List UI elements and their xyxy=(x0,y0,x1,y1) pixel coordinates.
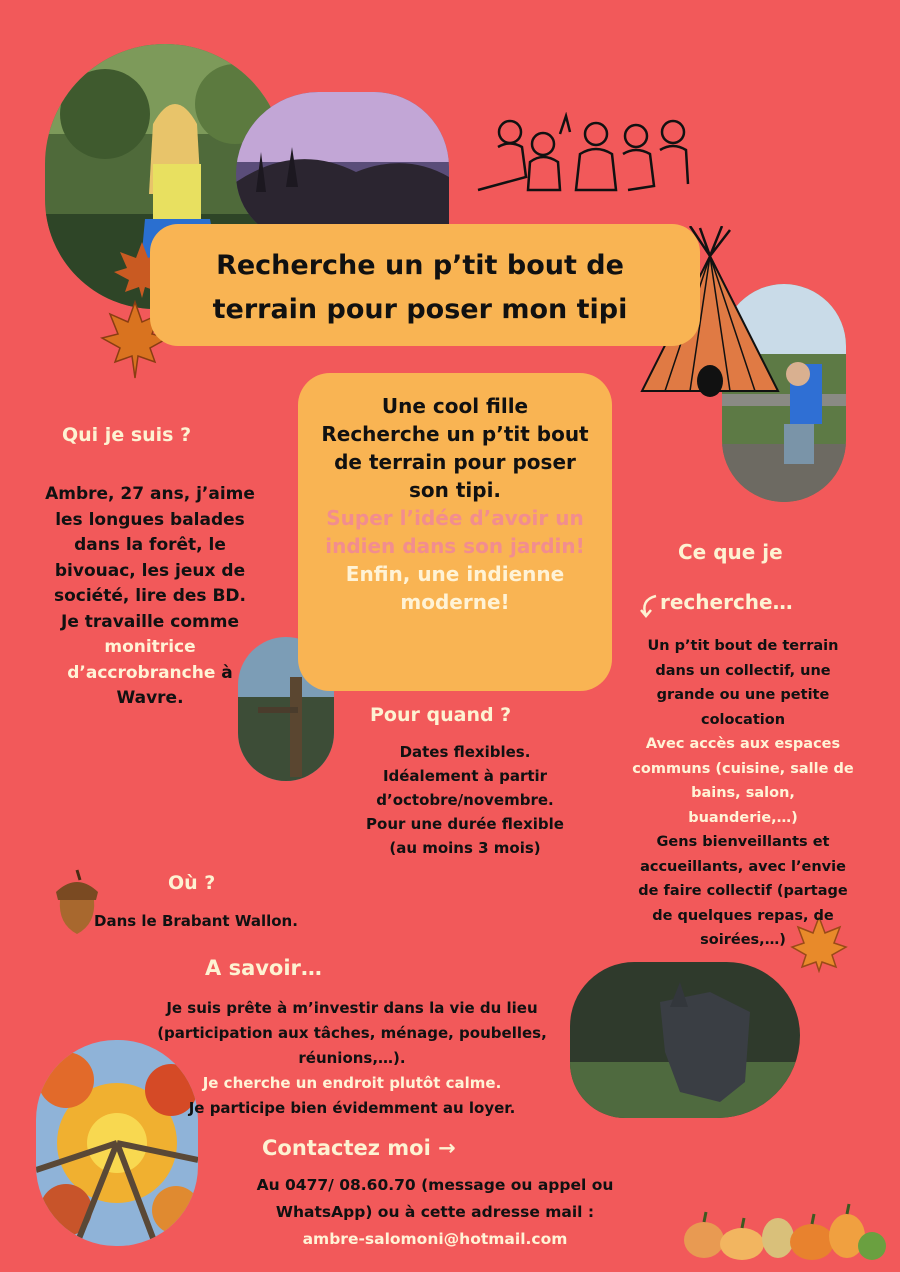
contact-heading: Contactez moi → xyxy=(262,1136,456,1160)
seeking-line: Gens bienveillants et xyxy=(656,834,830,850)
who-line: Je travaille comme xyxy=(61,611,239,632)
know-text xyxy=(132,996,572,1121)
know-heading: A savoir… xyxy=(205,956,322,980)
seeking-line: bains, salon, xyxy=(691,785,795,801)
who-line: dans la forêt, le xyxy=(74,535,226,555)
title-line-2: terrain pour poser mon tipi xyxy=(212,294,628,325)
center-line-1: Une cool fille xyxy=(381,394,529,418)
friends-doodle-icon xyxy=(468,112,698,194)
seeking-line: Avec accès aux espaces xyxy=(645,736,841,752)
where-heading: Où ? xyxy=(168,872,216,894)
seeking-line: grande ou une petite xyxy=(656,687,830,703)
where-text: Dans le Brabant Wallon. xyxy=(94,912,298,930)
who-line: Wavre. xyxy=(116,688,184,708)
who-line: société, lire des BD. xyxy=(53,586,246,606)
who-heading: Qui je suis ? xyxy=(62,424,192,446)
when-line: Pour une durée flexible xyxy=(366,815,564,833)
seeking-line: colocation xyxy=(700,711,786,728)
contact-text xyxy=(190,1172,680,1253)
when-line: (au moins 3 mois) xyxy=(389,839,541,857)
seeking-line: soirées,…) xyxy=(700,932,786,948)
photo-horse xyxy=(570,962,800,1118)
photo-sunset-hills xyxy=(236,92,449,242)
seeking-line: dans un collectif, une xyxy=(655,662,831,679)
who-job-suffix: à xyxy=(215,662,233,683)
center-highlight-1: Super l’idée d’avoir un xyxy=(326,506,584,530)
when-heading: Pour quand ? xyxy=(370,704,512,726)
who-line: les longues balades xyxy=(55,509,245,530)
know-line: réunions,…). xyxy=(298,1049,406,1067)
seeking-heading-2: recherche… xyxy=(660,590,793,614)
center-highlight-2: indien dans son jardin! xyxy=(325,534,585,558)
contact-line: Au 0477/ 08.60.70 (message ou appel ou xyxy=(256,1176,614,1194)
seeking-heading-1: Ce que je xyxy=(678,540,783,564)
know-line: Je participe bien évidemment au loyer. xyxy=(188,1099,516,1117)
seeking-text xyxy=(618,634,868,953)
who-line: monitrice xyxy=(104,637,196,657)
seeking-line: de quelques repas, de xyxy=(652,907,834,924)
pumpkins-icon xyxy=(682,1198,888,1262)
title-line-1: Recherche un p’tit bout de xyxy=(216,250,624,281)
contact-line: WhatsApp) ou à cette adresse mail : xyxy=(275,1203,595,1221)
who-job: d’accrobranche xyxy=(67,662,216,683)
center-line-4: son tipi. xyxy=(408,478,502,502)
when-line: d’octobre/novembre. xyxy=(376,791,554,809)
know-line: Je suis prête à m’investir dans la vie du lieu xyxy=(166,999,538,1017)
arrow-icon xyxy=(636,592,660,620)
who-text xyxy=(20,482,280,712)
when-line: Idéalement à partir xyxy=(382,767,548,785)
page-title xyxy=(170,244,670,332)
who-line: bivouac, les jeux de xyxy=(54,560,246,581)
center-line-3: de terrain pour poser xyxy=(334,450,576,474)
center-closing-1: Enfin, une indienne xyxy=(345,562,565,586)
who-line xyxy=(20,661,280,687)
who-line: Ambre, 27 ans, j’aime xyxy=(45,484,255,504)
seeking-line: communs (cuisine, salle de xyxy=(632,760,854,777)
seeking-line: buanderie,…) xyxy=(688,809,798,826)
know-line: Je cherche un endroit plutôt calme. xyxy=(202,1074,502,1092)
center-message xyxy=(300,392,610,616)
contact-email[interactable]: ambre-salomoni@hotmail.com xyxy=(302,1230,568,1248)
seeking-line: Un p’tit bout de terrain xyxy=(647,638,839,654)
when-text xyxy=(330,740,600,860)
when-line: Dates flexibles. xyxy=(399,743,531,761)
seeking-line: de faire collectif (partage xyxy=(638,883,848,899)
center-closing-2: moderne! xyxy=(400,590,510,614)
center-line-2: Recherche un p’tit bout xyxy=(321,422,589,446)
know-line: (participation aux tâches, ménage, poubelles, xyxy=(157,1024,547,1042)
seeking-line: accueillants, avec l’envie xyxy=(640,858,846,875)
